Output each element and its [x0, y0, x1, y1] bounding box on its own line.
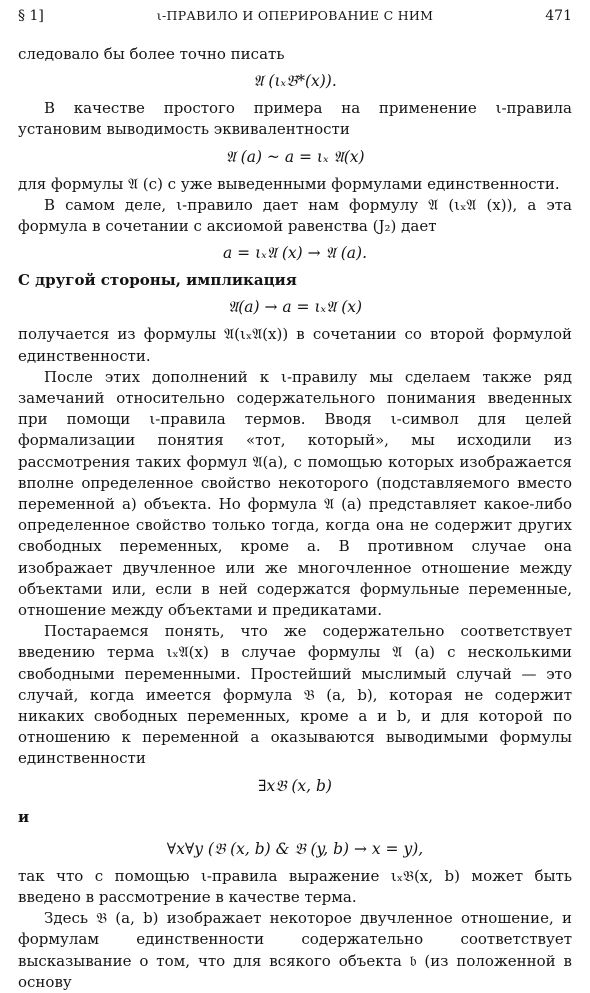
formula-3: 𝔄 (a) ~ a = ιₓ 𝔄(x)	[225, 147, 365, 166]
formula-14: ∀x∀y (𝔅 (x, b) & 𝔅 (y, b) → x = y),	[166, 839, 424, 858]
page-number: 471	[545, 8, 572, 24]
running-header	[18, 8, 572, 34]
formula-12: ∃x𝔅 (x, b)	[258, 776, 332, 795]
paragraph-7-bold: С другой стороны, импликация	[18, 271, 297, 290]
paragraph-5: В самом деле, ι-правило дает нам формулу 𝔄 (ιₓ𝔄 (x)), а эта формула в сочетании с аксиомой равенства (J₂) дает	[18, 195, 572, 236]
paragraph-10: После этих дополнений к ι-правилу мы сделаем также ряд замечаний относительно содержательного понимания введенных при помощи ι-правила термов. Вводя ι-символ для целей формализации понятия «тот, который», мы исходили из рассмотрения таких формул 𝔄(a), с помощью которых изображается вполне определенное свойство некоторого (подставляемого вместо переменной a) объекта. Но формула 𝔄 (a) представляет какое-либо определенное свойство только тогда, когда она не содержит других свободных переменных, кроме a. В противном случае она изображает двучленное или же многочленное отношение между объектами или, если в ней содержатся формульные переменные, отношение между объектами и предикатами.	[18, 367, 572, 620]
paragraph-11: Постараемся понять, что же содержательно соответствует введению терма ιₓ𝔄(x) в случае формулы 𝔄 (a) с несколькими свободными переменными. Простейший мыслимый случай — это случай, когда имеется формула 𝔅 (a, b), которая не содержит никаких свободных переменных, кроме a и b, и для которой по отношению к переменной a оказываются выводимыми формулы единственности	[18, 622, 572, 768]
paragraph-0: следовало бы более точно писать	[18, 45, 285, 63]
formula-8: 𝔄(a) → a = ιₓ𝔄 (x)	[227, 298, 363, 317]
paragraph-9: получается из формулы 𝔄(ιₓ𝔄(x)) в сочетании со второй формулой единственности.	[18, 325, 572, 365]
formula-1: 𝔄 (ιₓ𝔅*(x)).	[253, 72, 337, 91]
running-title: ι-ПРАВИЛО И ОПЕРИРОВАНИЕ С НИМ	[156, 8, 434, 23]
section-mark: § 1]	[18, 8, 44, 24]
paragraph-16: Здесь 𝔅 (a, b) изображает некоторое двучленное отношение, и формулам единственности содержательно соответствует высказывание о том, что для всякого объекта 𝔟 (из положенной в основу	[18, 909, 572, 991]
formula-6: a = ιₓ𝔄 (x) → 𝔄 (a).	[222, 244, 367, 263]
conjunction-word: и	[18, 807, 30, 826]
paragraph-2: В качестве простого примера на применение ι-правила установим выводимость эквивалентности	[18, 99, 572, 139]
paragraph-4: для формулы 𝔄 (c) с уже выведенными формулами единственности.	[18, 174, 560, 193]
paragraph-15: так что с помощью ι-правила выражение ιₓ𝔅(x, b) может быть введено в рассмотрение в качестве терма.	[18, 866, 572, 906]
